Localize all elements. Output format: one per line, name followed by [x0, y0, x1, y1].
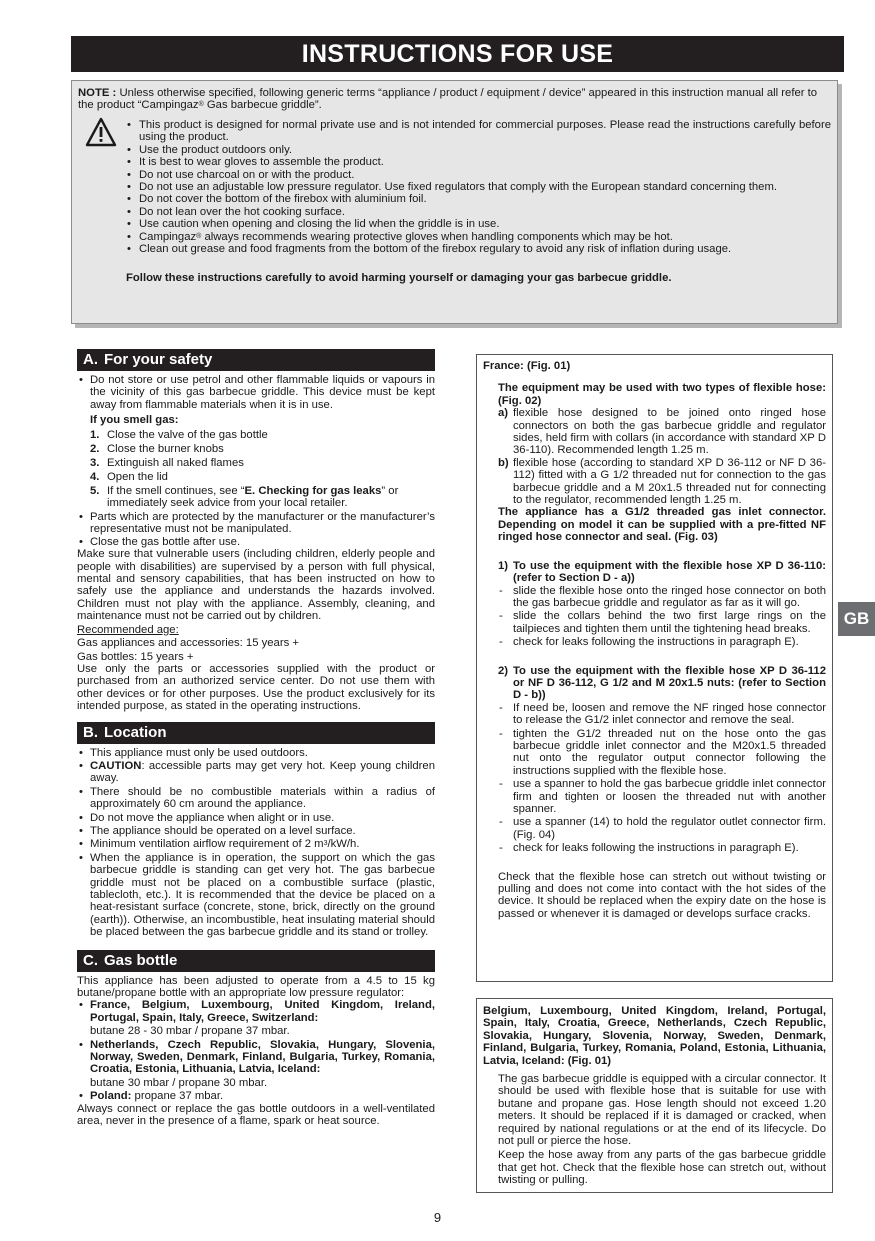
list-item: • Use caution when opening and closing the lid when the griddle is in use.	[126, 218, 831, 230]
list-item: 2. Close the burner knobs	[90, 442, 224, 455]
recommended-age-1: Gas appliances and accessories: 15 years +	[77, 637, 299, 650]
page-title-banner: INSTRUCTIONS FOR USE	[71, 36, 844, 72]
list-item: • France, Belgium, Luxembourg, United Kingdom, Ireland, Portugal, Spain, Italy, Greece, Switzerland: butane 28 - 30 mbar / propane 37 mbar.	[77, 999, 435, 1037]
list-item: • When the appliance is in operation, the support on which the gas barbecue griddle is standing can get very hot. The gas barbecue griddle must not be placed on a combustible surface (plastic, tablecloth, etc.). It is recommended that the device be placed on a heat-resistant surface (concrete, stone, brick, directly on the ground (earth)). Otherwise, an incombustible, heat insulating material should be placed between the gas barbecue griddle and its stand or trolley.	[77, 852, 435, 939]
step-2-list	[498, 702, 826, 855]
list-item: - slide the flexible hose onto the ringed hose connector on both the gas barbecue griddle and regulator as far as it will go.	[498, 585, 826, 610]
section-a-header: A. For your safety	[77, 349, 435, 371]
belgium-box	[476, 998, 833, 1193]
step-2-heading: 2) To use the equipment with the flexible hose XP D 36-112 or NF D 36-112, G 1/2 and M 20x1.5 nuts: (refer to Section D - b))	[498, 664, 826, 702]
list-item: • Parts which are protected by the manufacturer or the manufacturer’s representative must not be manipulated.	[77, 511, 435, 536]
supervision-paragraph: Make sure that vulnerable users (including children, elderly people and people with disabilities) are supervised by a person with full physical, mental and sensory capabilities, that has been instructed on how to safely use the appliance and understands the hazards involved. Children must not play with the appliance. Assembly, cleaning, and maintenance must not be carried out by children.	[77, 548, 435, 623]
list-item: - slide the collars behind the two first large rings on the tailpieces and tighten them until the tightening head breaks.	[498, 610, 826, 635]
list-item: • Do not lean over the hot cooking surface.	[126, 206, 831, 218]
page-number: 9	[433, 1210, 442, 1225]
list-item: • Do not store or use petrol and other flammable liquids or vapours in the vicinity of this gas barbecue griddle. This device must be kept away from flammable materials when it is in use.	[77, 374, 435, 411]
belgium-paragraph-1: The gas barbecue griddle is equipped with a circular connector. It should be used with flexible hose that is suitable for use with butane and propane gas. Hose length should not exceed 1.20 meters. It should be replaced if it is damaged or cracked, when required by national regulations or at the end of its lifecycle. Do not pull or pierce the hose.	[498, 1073, 826, 1148]
belgium-paragraph-2: Keep the hose away from any parts of the gas barbecue griddle that get hot. Check that the flexible hose can stretch out, without twisting or pulling.	[498, 1149, 826, 1187]
list-item: • The appliance should be operated on a level surface.	[77, 825, 435, 837]
hose-type-a: a) flexible hose designed to be joined onto ringed hose connectors on both the gas barbecue griddle and regulator sides, held firm with collars (in accordance with standard XP D 36-110). Recommended length 1.25 m.	[498, 407, 826, 457]
step-1-list	[498, 585, 826, 649]
step-1-heading: 1) To use the equipment with the flexible hose XP D 36-110: (refer to Section D - a))	[498, 559, 826, 585]
parts-paragraph: Use only the parts or accessories supplied with the product or purchased from an authorized service center. Do not use them with other devices or for other purposes. Use the product exclusively for its intended purpose, as stated in the operating instructions.	[77, 662, 435, 713]
inlet-note: The appliance has a G1/2 threaded gas inlet connector. Depending on model it can be supplied with a pre-fitted NF ringed hose connector and seal. (Fig. 03)	[498, 506, 826, 544]
section-a-list-2	[77, 511, 435, 548]
france-box	[476, 354, 833, 982]
gas-bottle-list	[77, 999, 435, 1102]
smell-steps	[77, 429, 435, 510]
list-item: • Use the product outdoors only.	[126, 144, 831, 156]
section-b-header: B. Location	[77, 722, 435, 744]
smell-heading: If you smell gas:	[90, 414, 179, 427]
hose-type-b: b) flexible hose (according to standard XP D 36-112 or NF D 36-112) fitted with a G 1/2 threaded nut for connection to the gas barbecue griddle and a M 20x1.5 threaded nut for connecting to the regulator, recommended length 1.25 m.	[498, 456, 826, 507]
list-item: • Minimum ventilation airflow requirement of 2 $m^3/kW/h$.	[77, 838, 435, 850]
list-item: • Poland: propane 37 mbar.	[77, 1090, 435, 1102]
left-column	[77, 349, 435, 1128]
recommended-age-heading: Recommended age:	[77, 623, 179, 636]
list-item: 3. Extinguish all naked flames	[90, 456, 244, 469]
list-item: • Do not use an adjustable low pressure regulator. Use fixed regulators that comply with the European standard concerning them.	[126, 181, 831, 193]
list-item: 1. Close the valve of the gas bottle	[90, 428, 268, 441]
france-heading: France: (Fig. 01)	[483, 360, 571, 372]
list-item: • This product is designed for normal private use and is not intended for commercial purposes. Please read the instructions carefully before using the product.	[126, 119, 831, 144]
list-item: • Netherlands, Czech Republic, Slovakia, Hungary, Slovenia, Norway, Sweden, Denmark, Finland, Bulgaria, Turkey, Romania, Croatia, Estonia, Lithuania, Latvia, Iceland: butane 30 mbar / propane 30 mbar.	[77, 1039, 435, 1090]
recommended-age-2: Gas bottles: 15 years +	[77, 650, 194, 663]
list-item: - use a spanner to hold the gas barbecue griddle inlet connector firm and tighten or loosen the threaded nut with another spanner.	[498, 778, 826, 815]
list-item: • This appliance must only be used outdoors.	[77, 747, 435, 759]
language-tab: GB	[838, 602, 875, 636]
list-item: • Do not move the appliance when alight or in use.	[77, 812, 435, 824]
note-intro: NOTE : Unless otherwise specified, following generic terms “appliance / product / equipment / device” appeared in this instruction manual all refer to the product “Campingaz® Gas barbecue griddle”.	[78, 87, 818, 112]
list-item: • It is best to wear gloves to assemble the product.	[126, 156, 831, 168]
list-item: 5. If the smell continues, see “E. Checking for gas leaks” or immediately seek advice from your local retailer.	[90, 484, 399, 510]
list-item: • Clean out grease and food fragments from the bottom of the firebox regulary to avoid any risk of inflation during usage.	[126, 243, 831, 255]
warning-triangle-icon	[85, 117, 117, 147]
section-b-list	[77, 747, 435, 939]
safety-note-box	[71, 80, 838, 324]
note-label: NOTE :	[78, 87, 117, 99]
warning-list	[126, 119, 831, 255]
gas-bottle-intro: This appliance has been adjusted to operate from a 4.5 to 15 kg butane/propane bottle with an appropriate low pressure regulator:	[77, 974, 435, 1000]
section-c-header: C. Gas bottle	[77, 950, 435, 972]
gas-bottle-outro: Always connect or replace the gas bottle outdoors in a well-ventilated area, never in the presence of a flame, spark or heat source.	[77, 1102, 435, 1128]
list-item: - check for leaks following the instructions in paragraph E).	[498, 636, 826, 648]
list-item: • Do not cover the bottom of the firebox with aluminium foil.	[126, 193, 831, 205]
belgium-heading: Belgium, Luxembourg, United Kingdom, Ireland, Portugal, Spain, Italy, Croatia, Greece, Netherlands, Czech Republic, Slovakia, Hungary, Slovenia, Norway, Sweden, Denmark, Finland, Bulgaria, Turkey, Romania, Poland, Estonia, Lithuania, Latvia, Iceland: (Fig. 01)	[483, 1005, 826, 1067]
list-item: • Close the gas bottle after use.	[77, 536, 435, 548]
note-follow-text: Follow these instructions carefully to avoid harming yourself or damaging your gas barbecue griddle.	[126, 272, 672, 284]
section-a-list	[77, 374, 435, 411]
list-item: • CAUTION: accessible parts may get very hot. Keep young children away.	[77, 760, 435, 785]
hose-check-paragraph: Check that the flexible hose can stretch out without twisting or pulling and does not come into contact with the hot sides of the device. It should be replaced when the expiry date on the hose is passed or whenever it is damaged or develops surface cracks.	[498, 870, 826, 920]
france-intro: The equipment may be used with two types of flexible hose: (Fig. 02)	[498, 382, 826, 407]
list-item: - use a spanner (14) to hold the regulator outlet connector firm. (Fig. 04)	[498, 816, 826, 841]
list-item: - If need be, loosen and remove the NF ringed hose connector to release the G1/2 inlet connector and remove the seal.	[498, 702, 826, 727]
list-item: - check for leaks following the instructions in paragraph E).	[498, 842, 826, 854]
list-item: • There should be no combustible materials within a radius of approximately 60 cm around the appliance.	[77, 786, 435, 811]
list-item: 4. Open the lid	[90, 470, 168, 483]
list-item: • Campingaz® always recommends wearing protective gloves when handling components which may be hot.	[126, 231, 831, 243]
list-item: - tighten the G1/2 threaded nut on the hose onto the gas barbecue griddle inlet connector and the M20x1.5 threaded nut onto the regulator output connector following the instructions supplied with the flexible hose.	[498, 728, 826, 778]
list-item: • Do not use charcoal on or with the product.	[126, 169, 831, 181]
